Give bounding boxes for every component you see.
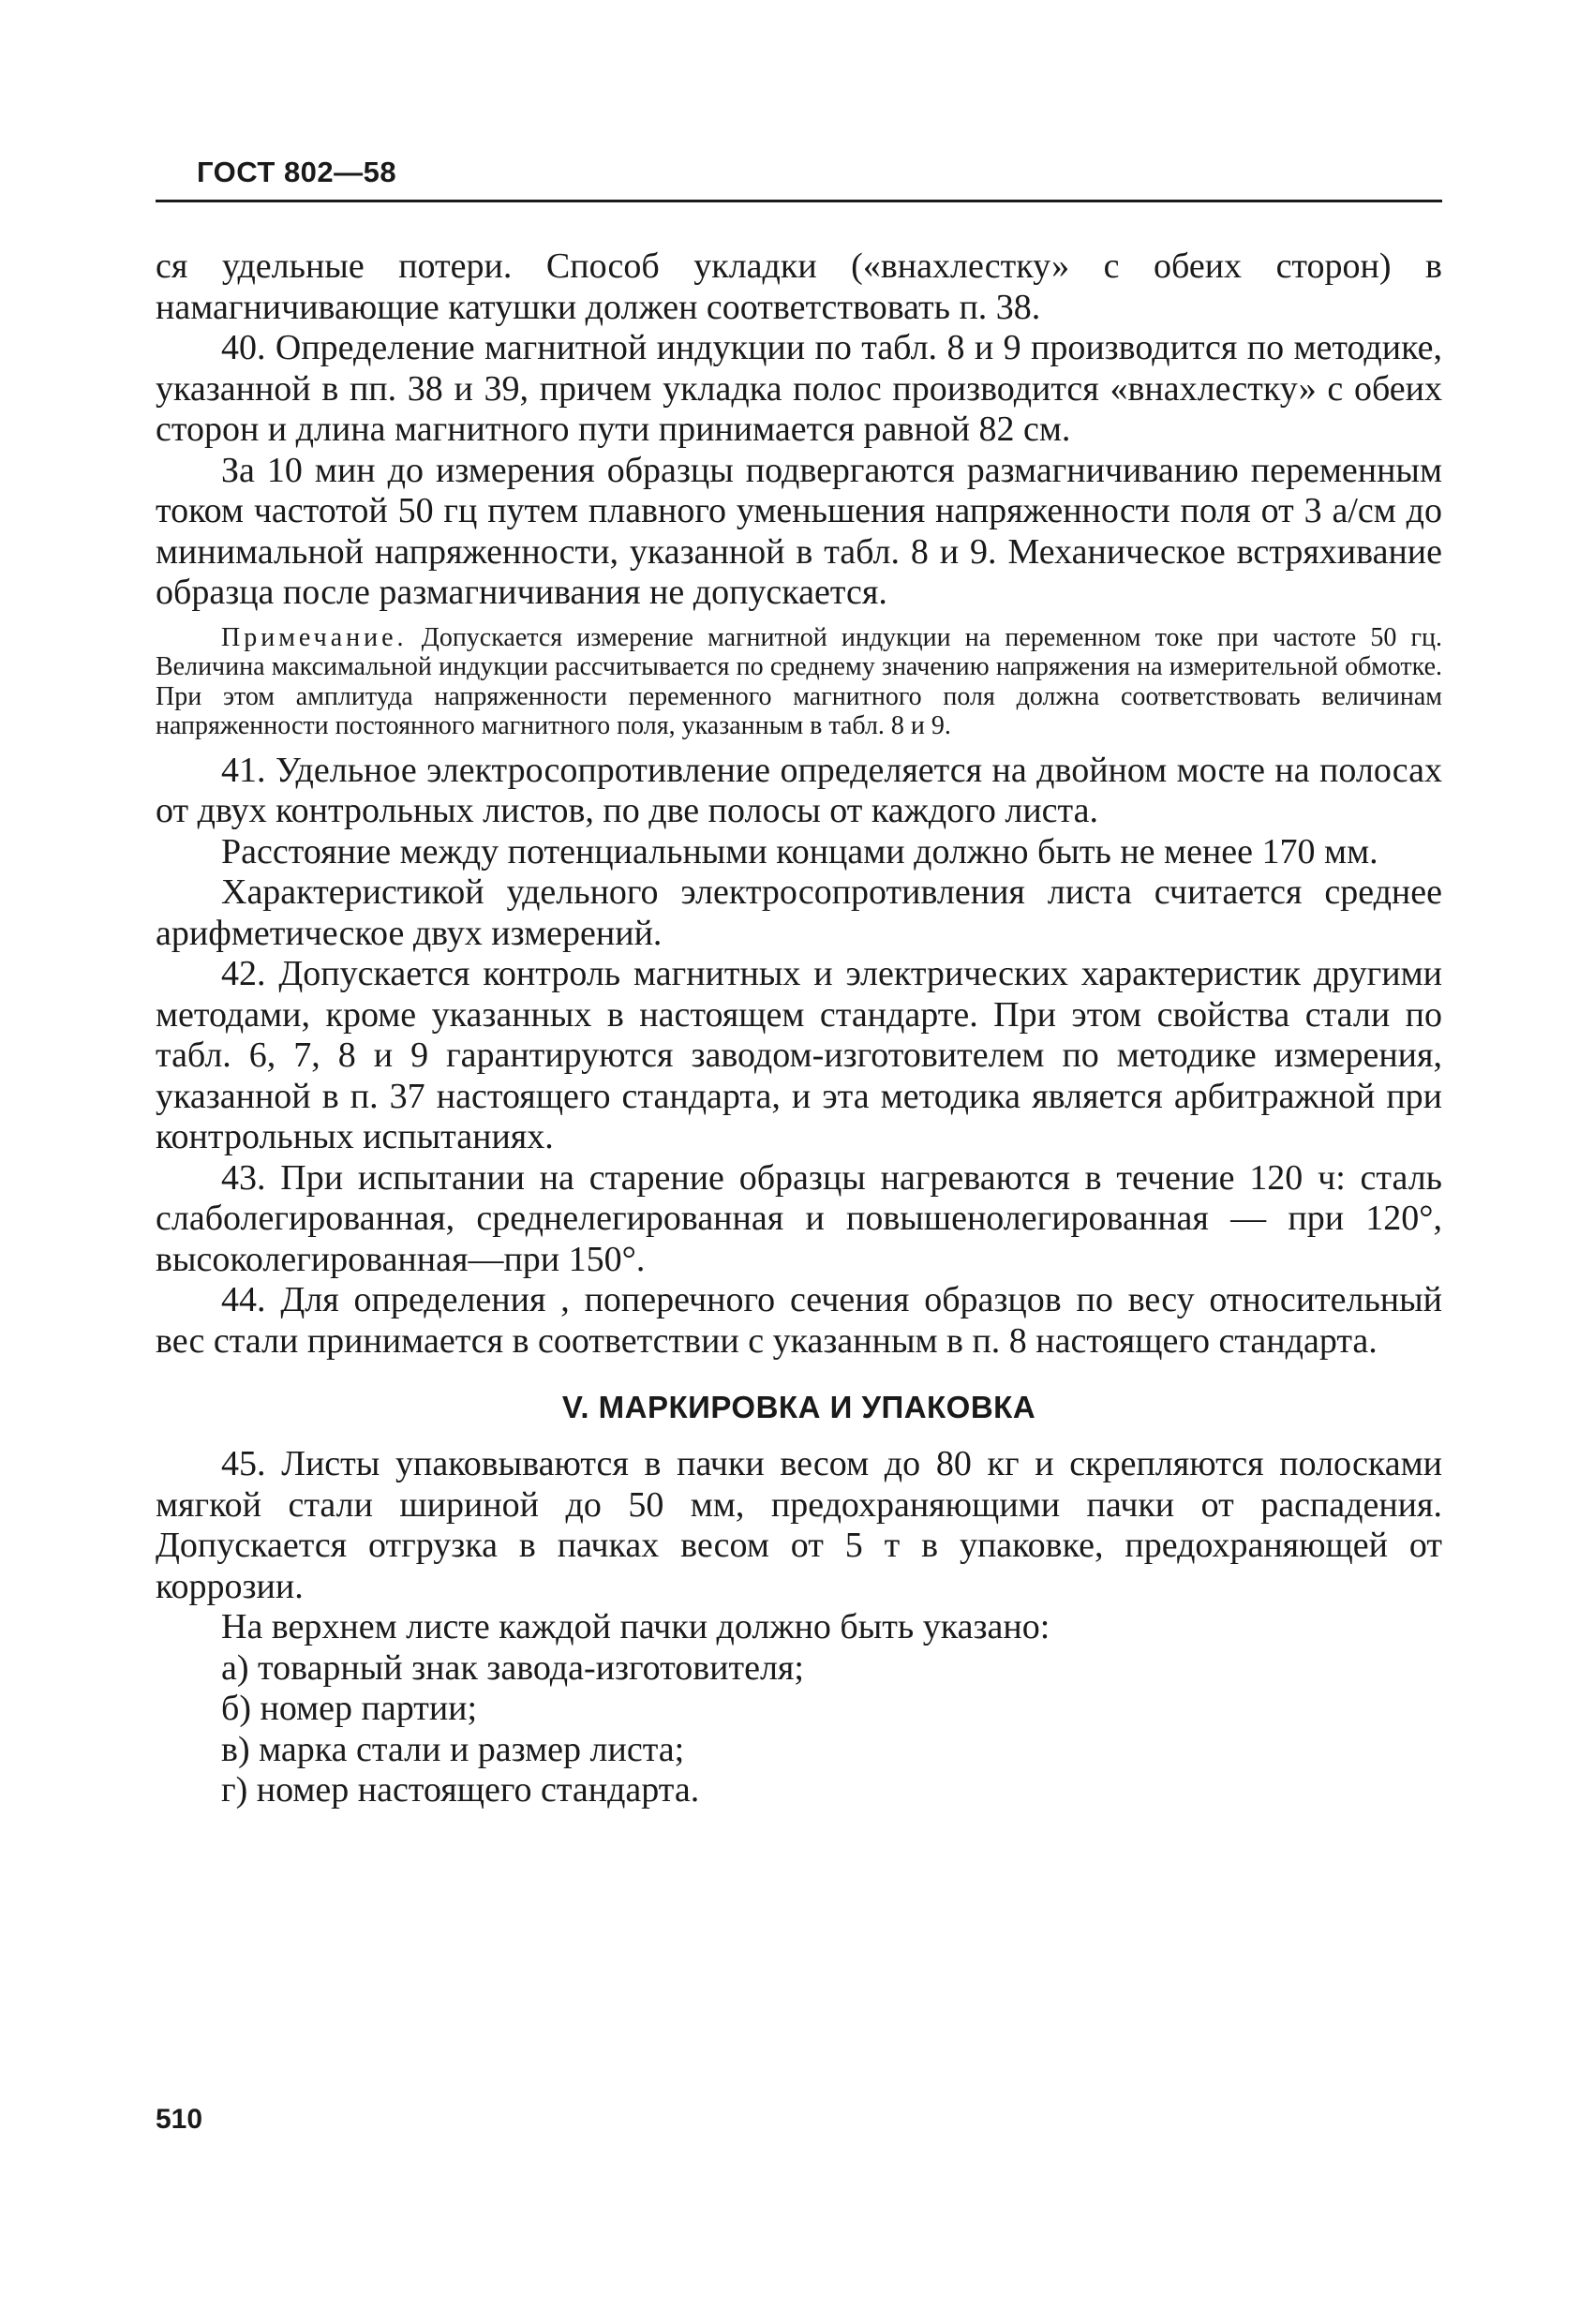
list-item: в) марка стали и размер листа; [221, 1729, 685, 1769]
note-label: Примечание. [221, 622, 408, 652]
paragraph-45-list-intro: На верхнем листе каждой пачки должно быть указано: [221, 1607, 1050, 1646]
note-text: Допускается измерение магнитной индукции на переменном токе при частоте 50 гц. Величина максимальной индукции рассчитывается по среднему значению напряжения на измерительной обмотке. При этом амплитуда напряженности переменного магнитного поля должна соответствовать величинам напряженности постоянного магнитного поля, указанным в табл. 8 и 9. [156, 622, 1442, 740]
paragraph-40-demagnetization: За 10 мин до измерения образцы подвергаются размагничиванию переменным током частотой 50 гц путем плавного уменьшения напряженности поля от 3 а/см до минимальной напряженности, указанной в табл. 8 и 9. Механическое встряхивание образца после размагничивания не допускается. [156, 450, 1442, 612]
section-title: V. МАРКИРОВКА И УПАКОВКА [561, 1390, 1036, 1424]
running-title: ГОСТ 802—58 [197, 156, 397, 188]
page-number: 510 [156, 2104, 203, 2135]
list-item: г) номер настоящего стандарта. [221, 1770, 700, 1810]
list-item: б) номер партии; [221, 1689, 478, 1728]
paragraph-41-characteristic: Характеристикой удельного электросопротивления листа считается среднее арифметическое двух измерений. [156, 872, 1442, 953]
note [156, 623, 1442, 741]
header-rule [156, 200, 1442, 202]
paragraph-41-distance: Расстояние между потенциальными концами должно быть не менее 170 мм. [221, 831, 1378, 872]
paragraph-45: 45. Листы упаковываются в пачки весом до 80 кг и скрепляются полосками мягкой стали шириной до 50 мм, предохраняющими пачки от распадения. Допускается отгрузка в пачках весом от 5 т в упаковке, предохраняющей от коррозии. [156, 1444, 1442, 1606]
paragraph-40: 40. Определение магнитной индукции по табл. 8 и 9 производится по методике, указанной в пп. 38 и 39, причем укладка полос производится «внахлестку» с обеих сторон и длина магнитного пути принимается равной 82 см. [156, 328, 1442, 449]
list-item: а) товарный знак завода-изготовителя; [221, 1647, 804, 1688]
paragraph-41: 41. Удельное электросопротивление определяется на двойном мосте на полосах от двух контрольных листов, по две полосы от каждого листа. [156, 750, 1442, 830]
paragraph-42: 42. Допускается контроль магнитных и электрических характеристик другими методами, кроме указанных в настоящем стандарте. При этом свойства стали по табл. 6, 7, 8 и 9 гарантируются заводом-изготовителем по методике измерения, указанной в п. 37 настоящего стандарта, и эта методика является арбитражной при контрольных испытаниях. [156, 954, 1442, 1156]
page-body [156, 246, 1442, 1811]
paragraph-44: 44. Для определения , поперечного сечения образцов по весу относительный вес стали принимается в соответствии с указанным в п. 8 настоящего стандарта. [156, 1280, 1442, 1361]
paragraph-continuation: ся удельные потери. Способ укладки («внахлестку» с обеих сторон) в намагничивающие катушки должен соответствовать п. 38. [156, 246, 1442, 327]
paragraph-43: 43. При испытании на старение образцы нагреваются в течение 120 ч: сталь слаболегированная, среднелегированная и повышенолегированная — при 120°, высоколегированная—при 150°. [156, 1157, 1442, 1279]
